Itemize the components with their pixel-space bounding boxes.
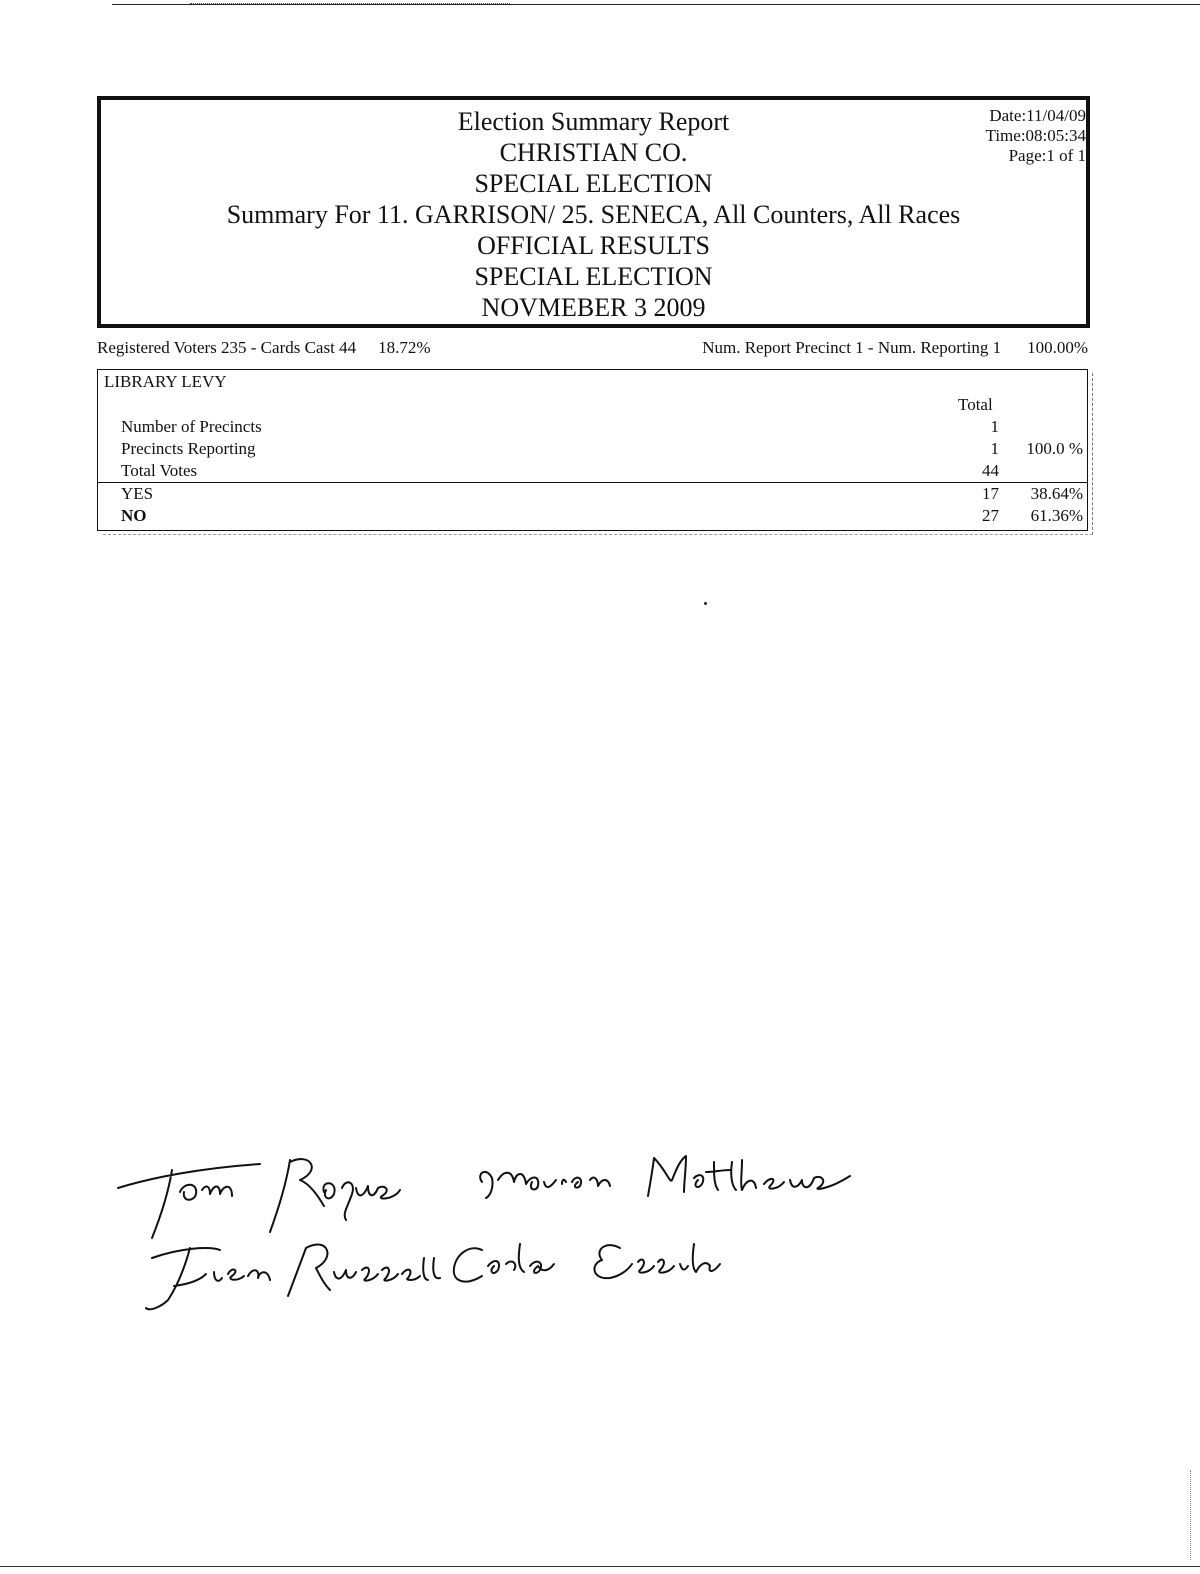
- turnout-percent: 18.72%: [378, 338, 431, 357]
- scan-artifact-edge: [1190, 1470, 1191, 1560]
- choice-votes: 27: [982, 506, 999, 525]
- race-title: LIBRARY LEVY: [104, 372, 227, 391]
- report-title: Election Summary Report: [457, 107, 730, 136]
- row-percent: 100.0 %: [1026, 439, 1083, 458]
- row-value: 44: [982, 461, 999, 480]
- choice-label: NO: [121, 506, 147, 525]
- county-name: CHRISTIAN CO.: [499, 138, 688, 167]
- choice-votes: 17: [982, 484, 999, 503]
- precincts-reporting-line: [702, 338, 1088, 358]
- choice-label: YES: [121, 484, 154, 503]
- result-row: [98, 460, 1087, 482]
- precincts-reporting-text: Num. Report Precinct 1 - Num. Reporting 1: [702, 338, 1002, 357]
- report-header-box: [97, 96, 1090, 328]
- row-value: 1: [990, 439, 999, 458]
- results-status: OFFICIAL RESULTS: [477, 231, 710, 260]
- signature-tom-rogers: [118, 1159, 400, 1238]
- choice-row-yes: [98, 483, 1087, 505]
- choice-row-no: [98, 505, 1087, 527]
- scan-artifact-right: [1092, 373, 1093, 535]
- report-page: Page:1 of 1: [1008, 146, 1086, 165]
- scan-artifact-top: [190, 0, 510, 4]
- election-date: NOVMEBER 3 2009: [481, 293, 706, 322]
- total-column-header: Total: [958, 395, 993, 414]
- signature-lisa-russell: [146, 1245, 440, 1310]
- scan-speck: [704, 602, 707, 605]
- race-results-box: [97, 369, 1088, 531]
- row-label: Precincts Reporting: [121, 439, 256, 458]
- choice-percent: 61.36%: [1030, 506, 1083, 525]
- row-value: 1: [990, 417, 999, 436]
- signature-marian-matthews: [480, 1156, 850, 1198]
- handwritten-signatures: [110, 1140, 870, 1315]
- signature-carla-essick: [454, 1244, 720, 1282]
- election-type: SPECIAL ELECTION: [474, 169, 713, 198]
- report-title-block: [101, 106, 1086, 323]
- choice-percent: 38.64%: [1030, 484, 1083, 503]
- reporting-percent: 100.00%: [1027, 338, 1088, 357]
- row-label: Number of Precincts: [121, 417, 262, 436]
- election-type-2: SPECIAL ELECTION: [474, 262, 713, 291]
- report-time: Time:08:05:34: [985, 126, 1086, 145]
- registered-voters-text: Registered Voters 235 - Cards Cast 44: [97, 338, 357, 357]
- scan-edge-bottom: [0, 1566, 1200, 1567]
- scan-edge-top: [112, 4, 1200, 5]
- result-row: [98, 438, 1087, 460]
- registered-voters-line: [97, 338, 431, 358]
- summary-scope: Summary For 11. GARRISON/ 25. SENECA, All Counters, All Races: [226, 200, 961, 229]
- row-label: Total Votes: [121, 461, 198, 480]
- result-row: [98, 416, 1087, 438]
- report-date: Date:11/04/09: [989, 106, 1086, 125]
- report-meta: [986, 106, 1086, 166]
- scan-artifact-bottom: [103, 534, 1093, 535]
